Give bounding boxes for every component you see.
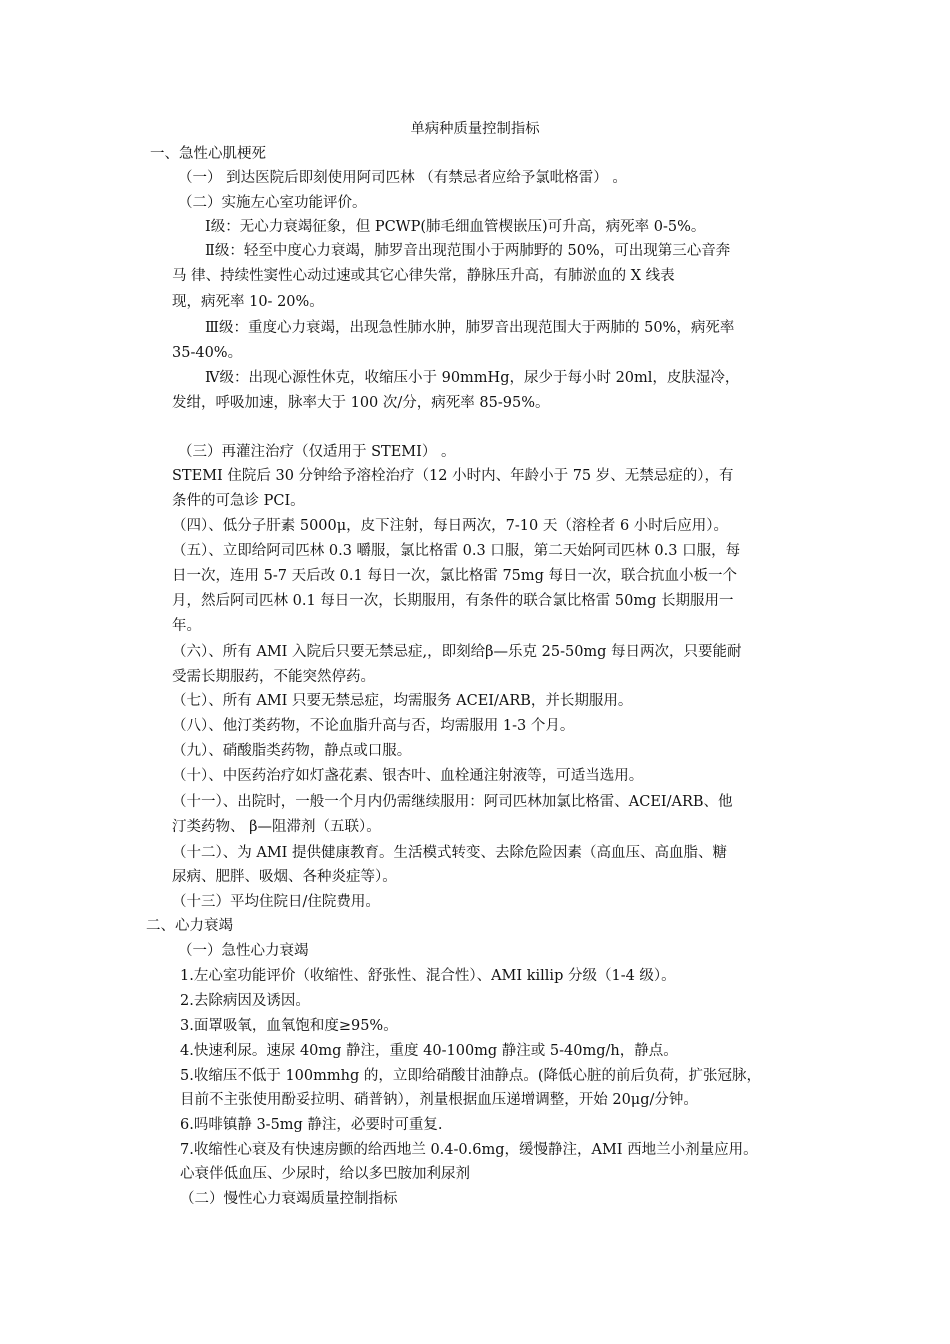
text-line: STEMI 住院后 30 分钟给予溶栓治疗（12 小时内、年龄小于 75 岁、无禁忌症的），有 bbox=[172, 468, 734, 484]
text-line: （一） 到达医院后即刻使用阿司匹林 （有禁忌者应给予氯吡格雷） 。 bbox=[178, 170, 627, 186]
text-line: 马 律、持续性窦性心动过速或其它心律失常，静脉压升高，有肺淤血的 X 线表 bbox=[172, 268, 675, 284]
text-line: 35-40%。 bbox=[172, 345, 243, 361]
text-line: 1.左心室功能评价（收缩性、舒张性、混合性）、AMI killip 分级（1-4 级）。 bbox=[180, 968, 676, 984]
text-line: 5.收缩压不低于 100mmhg 的，立即给硝酸甘油静点。(降低心脏的前后负荷，扩张冠脉， bbox=[180, 1068, 762, 1084]
text-line: （六）、所有 AMI 入院后只要无禁忌症,，即刻给β—乐克 25-50mg 每日两次，只要能耐 bbox=[172, 644, 742, 660]
text-line: （七）、所有 AMI 只要无禁忌症，均需服务 ACEI/ARB，并长期服用。 bbox=[172, 693, 633, 709]
text-line: 3.面罩吸氧，血氧饱和度≥95%。 bbox=[180, 1018, 398, 1034]
document-title: 单病种质量控制指标 bbox=[410, 121, 540, 137]
text-line: （五）、立即给阿司匹林 0.3 嚼服，氯比格雷 0.3 口服，第二天始阿司匹林 0.3 口服，每 bbox=[172, 543, 741, 559]
text-line: （十三）平均住院日/住院费用。 bbox=[172, 894, 380, 910]
text-line: 7.收缩性心衰及有快速房颤的给西地兰 0.4-0.6mg，缓慢静注，AMI 西地兰小剂量应用。 bbox=[180, 1142, 758, 1158]
text-line: 尿病、肥胖、吸烟、各种炎症等）。 bbox=[172, 869, 397, 885]
text-line: （四）、低分子肝素 5000μ，皮下注射，每日两次，7-10 天（溶栓者 6 小时后应用）。 bbox=[172, 518, 729, 534]
text-line: （八）、他汀类药物，不论血脂升高与否，均需服用 1-3 个月。 bbox=[172, 718, 575, 734]
text-line: 4.快速利尿。速尿 40mg 静注，重度 40-100mg 静注或 5-40mg/h，静点。 bbox=[180, 1043, 678, 1059]
text-line: （十二）、为 AMI 提供健康教育。生活模式转变、去除危险因素（高血压、高血脂、糖 bbox=[172, 845, 728, 861]
text-line: 2.去除病因及诱因。 bbox=[180, 993, 310, 1009]
text-line: 现，病死率 10- 20%。 bbox=[172, 294, 324, 310]
text-line: Ⅰ级：无心力衰竭征象，但 PCWP(肺毛细血管楔嵌压)可升高，病死率 0-5%。 bbox=[205, 219, 706, 235]
text-line: 发绀，呼吸加速，脉率大于 100 次/分，病死率 85-95%。 bbox=[172, 395, 550, 411]
text-line: 受需长期服药，不能突然停药。 bbox=[172, 669, 375, 685]
text-line: （三）再灌注治疗（仅适用于 STEMI） 。 bbox=[178, 444, 456, 460]
text-line: 6.吗啡镇静 3-5mg 静注，必要时可重复. bbox=[180, 1117, 443, 1133]
text-line: （二）实施左心室功能评价。 bbox=[178, 195, 367, 211]
text-line: 心衰伴低血压、少尿时，给以多巴胺加利尿剂 bbox=[180, 1166, 470, 1182]
text-line: 月，然后阿司匹林 0.1 每日一次，长期服用，有条件的联合氯比格雷 50mg 长期服用一 bbox=[172, 593, 734, 609]
text-line: （九）、硝酸脂类药物，静点或口服。 bbox=[172, 743, 412, 759]
section-heading: 二、心力衰竭 bbox=[146, 918, 233, 934]
text-line: 汀类药物、 β—阻滞剂（五联）。 bbox=[172, 819, 381, 835]
text-line: 目前不主张使用酚妥拉明、硝普钠），剂量根据血压递增调整，开始 20μg/分钟。 bbox=[180, 1092, 698, 1108]
text-line: 年。 bbox=[172, 618, 201, 634]
text-line: （十一）、出院时，一般一个月内仍需继续服用：阿司匹林加氯比格雷、ACEI/ARB、他 bbox=[172, 794, 733, 810]
text-line: （二）慢性心力衰竭质量控制指标 bbox=[180, 1191, 398, 1207]
section-heading: 一、急性心肌梗死 bbox=[150, 146, 266, 162]
text-line: 条件的可急诊 PCI。 bbox=[172, 493, 305, 509]
text-line: Ⅳ级：出现心源性休克，收缩压小于 90mmHg，尿少于每小时 20ml，皮肤湿冷， bbox=[205, 370, 740, 386]
text-line: （十）、中医药治疗如灯盏花素、银杏叶、血栓通注射液等，可适当选用。 bbox=[172, 768, 644, 784]
text-line: 日一次，连用 5-7 天后改 0.1 每日一次，氯比格雷 75mg 每日一次，联合抗血小板一个 bbox=[172, 568, 738, 584]
text-line: Ⅲ级：重度心力衰竭，出现急性肺水肿，肺罗音出现范围大于两肺的 50%，病死率 bbox=[205, 320, 735, 336]
text-line: Ⅱ级：轻至中度心力衰竭，肺罗音出现范围小于两肺野的 50%，可出现第三心音奔 bbox=[205, 243, 731, 259]
text-line: （一）急性心力衰竭 bbox=[178, 943, 309, 959]
